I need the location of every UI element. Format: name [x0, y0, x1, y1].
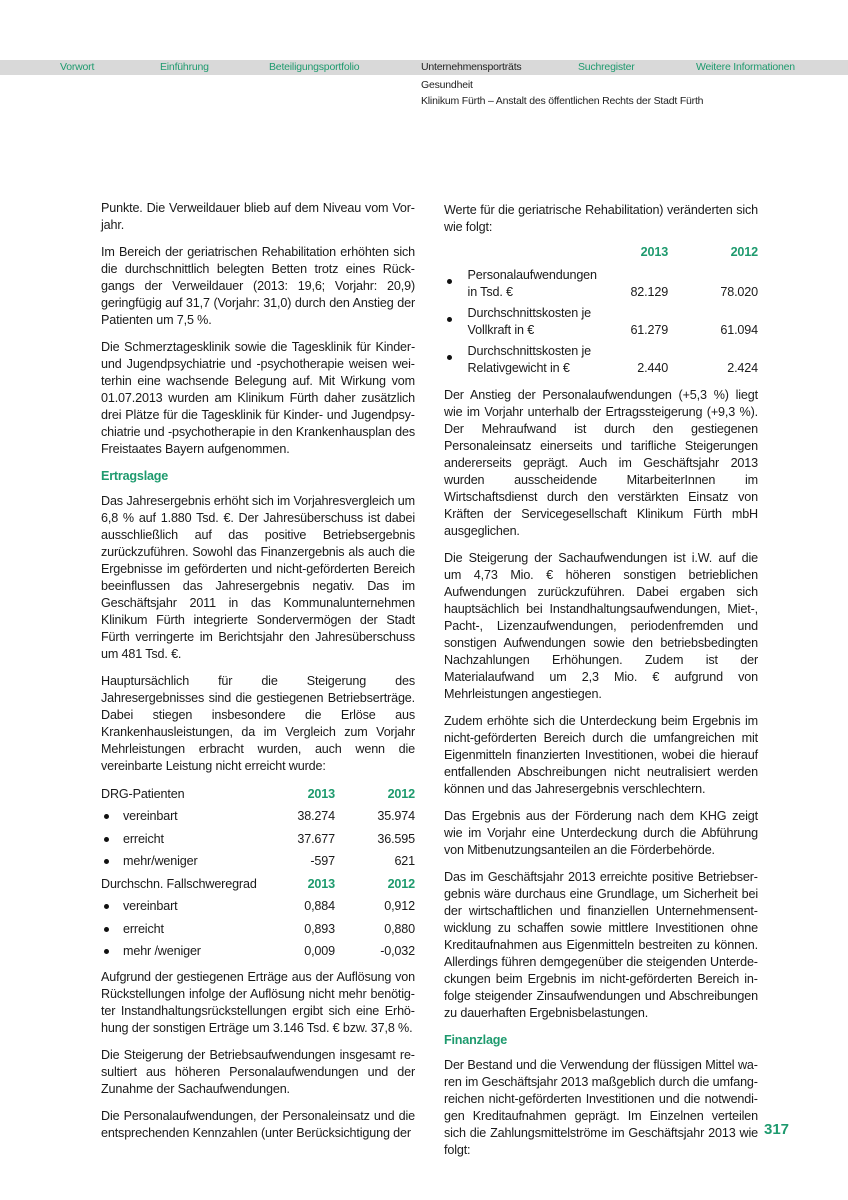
paragraph: Werte für die geriatrische Rehabilitation) veränderten sich wie folgt:	[444, 203, 758, 234]
table-title: DRG-Patienten	[101, 786, 185, 801]
paragraph: Die Steigerung der Betriebsaufwendungen insgesamt resultiert aus höheren Personalaufwendungen und der Zunahme der Sachaufwendungen.	[101, 1048, 415, 1096]
drg-patients-table	[101, 783, 415, 963]
row-label: Durchschnittskosten je Vollkraft in €	[467, 306, 591, 337]
value-2012: 61.094	[720, 323, 758, 337]
nav-item-weitere-informationen[interactable]: Weitere Informationen	[696, 61, 795, 73]
column-header-2013: 2013	[640, 245, 669, 259]
table-row	[444, 305, 758, 343]
column-header-2013: 2013	[307, 786, 335, 801]
heading-ertragslage: Ertragslage	[101, 469, 169, 483]
right-text-column	[444, 202, 758, 1169]
bullet-icon	[104, 837, 109, 842]
value-2013: -597	[310, 854, 335, 869]
nav-item-vorwort[interactable]: Vorwort	[60, 61, 95, 73]
paragraph: Die Steigerung der Sachaufwendungen ist i.W. auf die um 4,73 Mio. € höheren sonstigen betrieblichen Aufwendungen zurückzuführen. Dabei ergaben sich hauptsächlich bei Instandhaltungsaufwendungen, Miet-, Pacht-, Lizenzaufwendungen, periodenfremden und sonstigen Aufwendungen sowie den betriebsbedingten Nachzahlungen Erhöhungen. Zudem ist der Materialaufwand um 2,3 Mio. € aufgrund von Mehrleistungen angestiegen.	[444, 551, 758, 701]
value-2012: 0,912	[384, 899, 415, 914]
nav-item-unternehmensportraets[interactable]: Unternehmensporträts	[421, 61, 522, 73]
row-label: erreicht	[123, 921, 164, 936]
value-2012: 621	[394, 854, 415, 869]
page-number: 317	[764, 1121, 790, 1138]
bullet-icon	[447, 279, 452, 284]
heading-finanzlage: Finanzlage	[444, 1033, 508, 1047]
table-header-row	[101, 873, 415, 896]
value-2013: 2.440	[637, 361, 669, 375]
table-row	[101, 828, 415, 851]
table-header-row	[101, 783, 415, 806]
bullet-icon	[104, 927, 109, 932]
table-row	[101, 806, 415, 829]
paragraph: Der Anstieg der Personalaufwendungen (+5,3 %) liegt wie im Vorjahr unterhalb der Ertragssteigerung (+9,3 %). Der Mehraufwand ist durch den gestiegenen Personaleinsatz einerseits und tarifliche Steigerungen andererseits geprägt. Auch im Geschäftsjahr 2013 wurden ausscheidende MitarbeiterInnen im Wirtschaftsdienst durch den verstärkten Einsatz von Kräften der Servicegesellschaft Klinikum Fürth mbH ausgeglichen.	[444, 388, 758, 538]
column-header-2012: 2012	[387, 786, 415, 801]
value-2013: 0,893	[304, 921, 335, 936]
value-2013: 0,884	[304, 899, 335, 914]
bullet-icon	[447, 317, 452, 322]
paragraph: Das Jahresergebnis erhöht sich im Vorjahresvergleich um 6,8 % auf 1.880 Tsd. €. Der Jahresüberschuss ist dabei ausschließlich auf das positive Betriebsergebnis zurückzuführen. Sowohl das Finanzergebnis als auch die Ergebnisse im geförderten und nicht-geförderten Bereich beeinflussen das Jahresergebnis negativ. Das im Geschäftsjahr 2011 in das Kommunalunternehmen Klinikum Fürth integrierte Sondervermögen der Stadt Fürth verringerte im Berichtsjahr den Jahresüberschuss um 481 Tsd. €.	[101, 494, 415, 661]
table-row	[101, 941, 415, 964]
nav-item-suchregister[interactable]: Suchregister	[578, 61, 635, 73]
paragraph: Punkte. Die Verweildauer blieb auf dem Niveau vom Vorjahr.	[101, 201, 415, 232]
table-row	[101, 918, 415, 941]
paragraph: Die Personalaufwendungen, der Personaleinsatz und die entsprechenden Kennzahlen (unter Berücksichtigung der	[101, 1109, 415, 1140]
table-row	[101, 896, 415, 919]
column-header-2012: 2012	[730, 245, 758, 259]
value-2013: 38.274	[297, 809, 335, 824]
top-navigation-bar	[0, 60, 848, 75]
nav-item-einfuehrung[interactable]: Einführung	[160, 61, 209, 73]
paragraph: Der Bestand und die Verwendung der flüssigen Mittel waren im Geschäftsjahr 2013 maßgeblich durch die umfangreichen nicht-geförderten Investitionen und die notwendigen Kreditaufnahmen geprägt. Im Einzelnen verteilen sich die Zahlungsmittelströme im Geschäftsjahr 2013 wie folgt:	[444, 1058, 758, 1157]
paragraph: Das im Geschäftsjahr 2013 erreichte positive Betriebsergebnis wäre durchaus eine Grundlage, um Sicherheit bei der wirtschaftlichen und finanziellen Unternehmensentwicklung zu schaffen sowie mittlere Investitionen ohne Kreditaufnahmen aus Eigenmitteln bestreiten zu können. Allerdings führen demgegenüber die steigenden Unterdeckungen beim Ergebnis im nicht-geförderten Bereich infolge steigender Zinsaufwendungen und Abschreibungen zu dauerhaften Ergebnisbelastungen.	[444, 870, 758, 1020]
paragraph: Die Schmerztagesklinik sowie die Tagesklinik für Kinder- und Jugendpsychiatrie und -psychotherapie weisen weiterhin eine wachsende Belegung auf. Mit Wirkung vom 01.07.2013 wurden am Klinikum Fürth daher zusätzlich drei Plätze für die Tagesklinik für Kinder- und Jugendpsychiatrie und -psychotherapie in den Krankenhausplan des Freistaates Bayern aufgenommen.	[101, 340, 415, 456]
value-2013: 61.279	[630, 323, 669, 337]
table-header-row	[444, 244, 758, 267]
value-2012: 78.020	[720, 285, 758, 299]
value-2012: -0,032	[380, 944, 415, 959]
table-row	[444, 343, 758, 381]
paragraph: Hauptursächlich für die Steigerung des Jahresergebnisses sind die gestiegenen Betriebserträge. Dabei stiegen insbesondere die Erlöse aus Krankenhausleistungen, da im Vergleich zum Vorjahr Mehrleistungen erbracht wurden, auch wenn die vereinbarte Leistung nicht erreicht wurde:	[101, 674, 415, 773]
bullet-icon	[104, 859, 109, 864]
value-2012: 35.974	[377, 809, 415, 824]
paragraph: Aufgrund der gestiegenen Erträge aus der Auflösung von Rückstellungen infolge der Auflösung nicht mehr benötigter Instandhaltungsrückstellungen ergibt sich eine Erhöhung der sonstigen Erträge um 3.146 Tsd. € bzw. 37,8 %.	[101, 970, 415, 1035]
row-label: mehr /weniger	[123, 944, 201, 959]
value-2012: 0,880	[384, 921, 415, 936]
row-label: erreicht	[123, 831, 164, 846]
row-label: Personalaufwendungen in Tsd. €	[467, 268, 597, 299]
row-label: vereinbart	[123, 809, 178, 824]
bullet-icon	[104, 814, 109, 819]
value-2013: 37.677	[297, 831, 335, 846]
value-2013: 82.129	[630, 285, 669, 299]
bullet-icon	[104, 904, 109, 909]
section-category: Gesundheit	[421, 79, 473, 91]
paragraph: Das Ergebnis aus der Förderung nach dem KHG zeigt wie im Vorjahr eine Unterdeckung durch die Abführung von Mitbenutzungsanteilen an die Förderbehörde.	[444, 809, 758, 857]
nav-item-beteiligungsportfolio[interactable]: Beteiligungsportfolio	[269, 61, 360, 73]
row-label: mehr/weniger	[123, 854, 198, 869]
table-title: Durchschn. Fallschweregrad	[101, 876, 257, 891]
personnel-costs-table	[444, 244, 758, 381]
column-header-2012: 2012	[387, 876, 415, 891]
paragraph: Zudem erhöhte sich die Unterdeckung beim Ergebnis im nicht-geförderten Bereich durch die umfangreichen mit Eigenmitteln finanzierten Investitionen, wobei die hierauf entfallenden Abschreibungen nicht neutralisiert werden können und das Jahresergebnis verschlechtern.	[444, 714, 758, 796]
left-text-column	[101, 200, 415, 1152]
bullet-icon	[104, 949, 109, 954]
table-row	[444, 267, 758, 305]
table-row	[101, 851, 415, 874]
entity-title: Klinikum Fürth – Anstalt des öffentlichen Rechts der Stadt Fürth	[421, 95, 704, 107]
bullet-icon	[447, 355, 452, 360]
row-label: Durchschnittskosten je Relativgewicht in €	[467, 344, 591, 375]
paragraph: Im Bereich der geriatrischen Rehabilitation erhöhten sich die durchschnittlich belegten Betten trotz eines Rückgangs der Verweildauer (2013: 19,6; Vorjahr: 20,9) geringfügig auf 31,7 (Vorjahr: 31,0) durch den Anstieg der Patienten um 7,5 %.	[101, 245, 415, 327]
value-2012: 36.595	[377, 831, 415, 846]
value-2012: 2.424	[727, 361, 758, 375]
value-2013: 0,009	[304, 944, 335, 959]
row-label: vereinbart	[123, 899, 178, 914]
column-header-2013: 2013	[307, 876, 335, 891]
